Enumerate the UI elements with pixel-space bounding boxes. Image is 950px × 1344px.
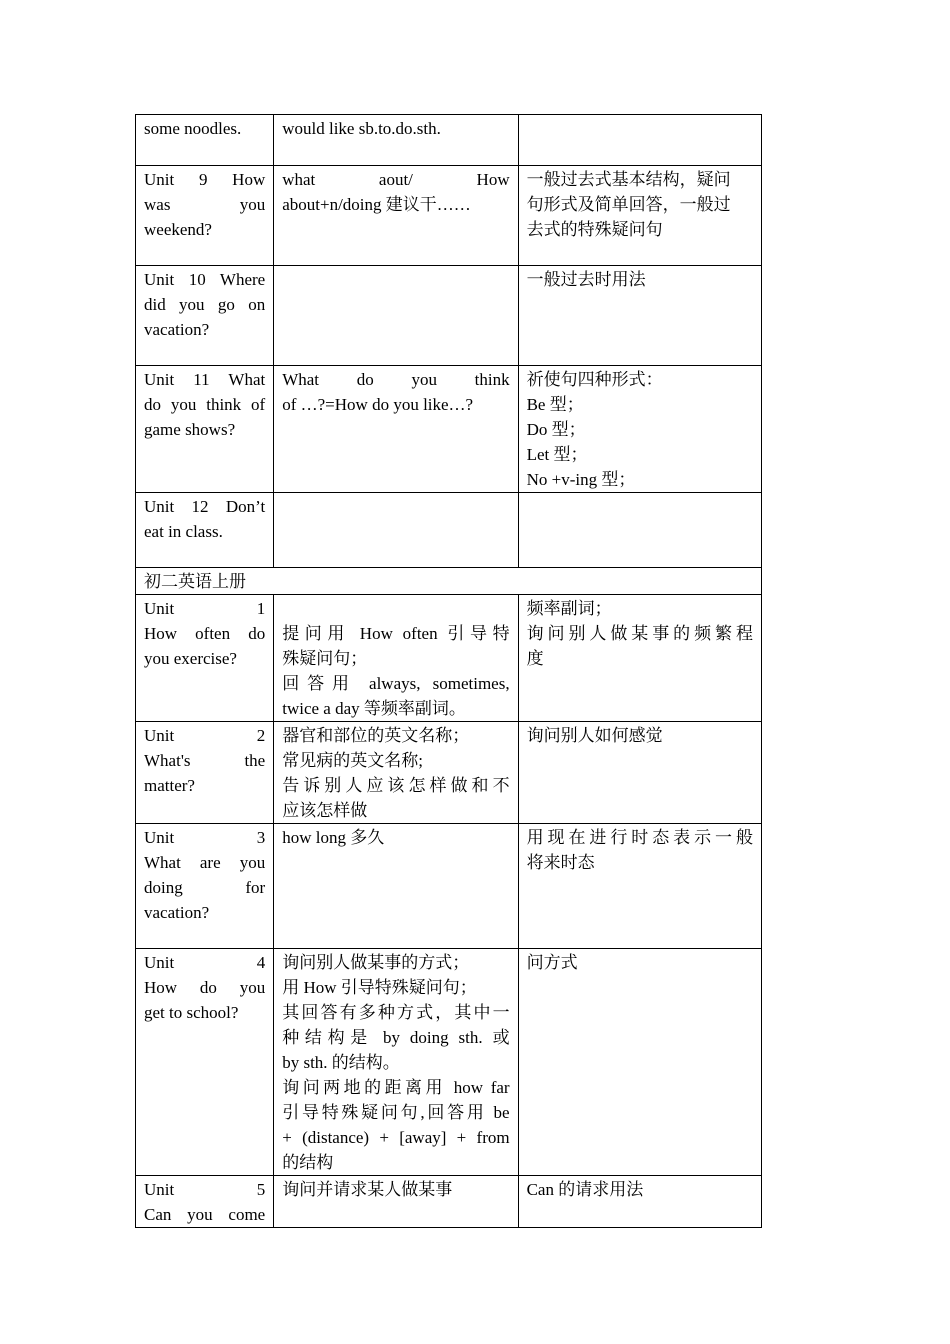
grammar-cell: 询问别人如何感觉: [518, 722, 761, 824]
content-cell: 提问用 How often 引导特 殊疑问句； 回答用 always, sometimes, twice a day 等频率副词。: [274, 595, 518, 722]
unit-cell: Unit 3 What are you doing for vacation?: [136, 824, 274, 949]
unit-cell: some noodles.: [136, 115, 274, 166]
unit-cell: Unit 11 What do you think of game shows?: [136, 366, 274, 493]
content-cell: 询问并请求某人做某事: [274, 1176, 518, 1228]
table-row: [136, 166, 762, 266]
table-row: [136, 266, 762, 366]
grammar-cell: 问方式: [518, 949, 761, 1176]
content-cell: what aout/ How about+n/doing 建议干……: [274, 166, 518, 266]
grammar-cell: [518, 115, 761, 166]
grammar-cell: [518, 493, 761, 568]
grammar-cell: 祈使句四种形式： Be 型； Do 型； Let 型； No +v-ing 型；: [518, 366, 761, 493]
curriculum-table: [135, 114, 762, 1228]
unit-cell: Unit 2 What's the matter?: [136, 722, 274, 824]
table-row: [136, 595, 762, 722]
grammar-cell: 用现在进行时态表示一般 将来时态: [518, 824, 761, 949]
content-cell: [274, 493, 518, 568]
unit-cell: Unit 4 How do you get to school?: [136, 949, 274, 1176]
grammar-cell: Can 的请求用法: [518, 1176, 761, 1228]
content-cell: What do you think of …?=How do you like…?: [274, 366, 518, 493]
content-cell: 器官和部位的英文名称； 常见病的英文名称; 告诉别人应该怎样做和不 应该怎样做: [274, 722, 518, 824]
table-row: [136, 493, 762, 568]
grammar-cell: 频率副词； 询问别人做某事的频繁程 度: [518, 595, 761, 722]
content-cell: [274, 266, 518, 366]
table-row: [136, 949, 762, 1176]
table-row: [136, 115, 762, 166]
section-title: 初二英语上册: [136, 568, 762, 595]
table-row: [136, 1176, 762, 1228]
table-row: [136, 366, 762, 493]
table-row: [136, 722, 762, 824]
unit-cell: Unit 9 How was you weekend?: [136, 166, 274, 266]
unit-cell: Unit 5 Can you come: [136, 1176, 274, 1228]
content-cell: how long 多久: [274, 824, 518, 949]
grammar-cell: 一般过去时用法: [518, 266, 761, 366]
section-row: [136, 568, 762, 595]
unit-cell: Unit 10 Where did you go on vacation?: [136, 266, 274, 366]
content-cell: 询问别人做某事的方式； 用 How 引导特殊疑问句； 其回答有多种方式，其中一 种结构是 by doing sth. 或 by sth. 的结构。 询问两地的距离用 how far 引导特殊疑问句,回答用 be + (distance) + [away] + from 的结构: [274, 949, 518, 1176]
content-cell: would like sb.to.do.sth.: [274, 115, 518, 166]
table-row: [136, 824, 762, 949]
unit-cell: Unit 1 How often do you exercise?: [136, 595, 274, 722]
grammar-cell: 一般过去式基本结构，疑问 句形式及简单回答，一般过 去式的特殊疑问句: [518, 166, 761, 266]
unit-cell: Unit 12 Don’t eat in class.: [136, 493, 274, 568]
